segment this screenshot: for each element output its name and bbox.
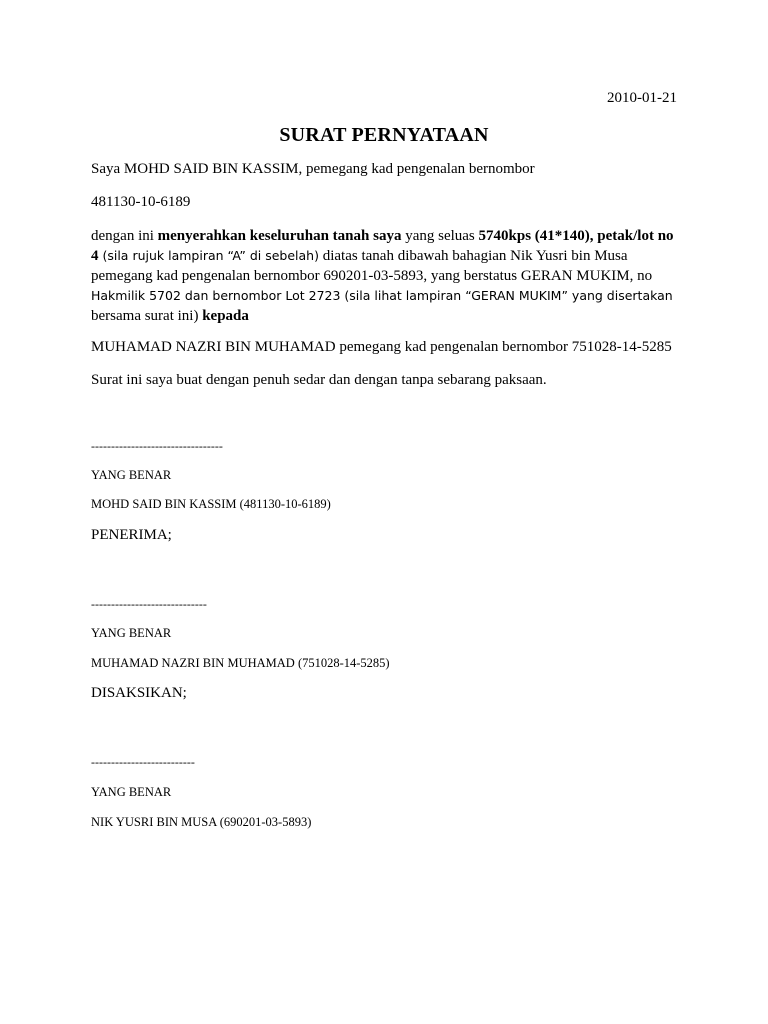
section-recipient: PENERIMA; bbox=[91, 527, 172, 543]
paragraph-line-5: bersama surat ini) kepada bbox=[91, 308, 249, 324]
letter-title: SURAT PERNYATAAN bbox=[279, 124, 489, 146]
intro-line: Saya MOHD SAID BIN KASSIM, pemegang kad pengenalan bernombor bbox=[91, 161, 535, 177]
paragraph-line-4: Hakmilik 5702 dan bernombor Lot 2723 (sila lihat lampiran “GERAN MUKIM” yang disertakan bbox=[91, 288, 673, 303]
letter-date: 2010-01-21 bbox=[607, 90, 677, 106]
signature-name-3: NIK YUSRI BIN MUSA (690201-03-5893) bbox=[91, 815, 312, 829]
paragraph-line-3: pemegang kad pengenalan bernombor 690201-03-5893, yang berstatus GERAN MUKIM, no bbox=[91, 268, 653, 284]
section-witness: DISAKSIKAN; bbox=[91, 685, 187, 701]
signature-name-2: MUHAMAD NAZRI BIN MUHAMAD (751028-14-5285) bbox=[91, 656, 390, 670]
signature-line-3: -------------------------- bbox=[91, 755, 195, 769]
signature-name-1: MOHD SAID BIN KASSIM (481130-10-6189) bbox=[91, 497, 331, 511]
signature-line-1: --------------------------------- bbox=[91, 439, 223, 453]
main-paragraph bbox=[91, 226, 691, 326]
paragraph-line-1: dengan ini menyerahkan keseluruhan tanah saya yang seluas 5740kps (41*140), petak/lot no bbox=[91, 228, 674, 244]
signature-label-2: YANG BENAR bbox=[91, 626, 172, 640]
declaration-line: Surat ini saya buat dengan penuh sedar dan dengan tanpa sebarang paksaan. bbox=[91, 372, 547, 388]
paragraph-line-2: 4 (sila rujuk lampiran “A” di sebelah) diatas tanah dibawah bahagian Nik Yusri bin Musa bbox=[91, 248, 628, 264]
signature-label-1: YANG BENAR bbox=[91, 468, 172, 482]
signature-label-3: YANG BENAR bbox=[91, 785, 172, 799]
ic-number: 481130-10-6189 bbox=[91, 194, 191, 210]
signature-line-2: ----------------------------- bbox=[91, 597, 207, 611]
recipient-line: MUHAMAD NAZRI BIN MUHAMAD pemegang kad pengenalan bernombor 751028-14-5285 bbox=[91, 339, 672, 355]
